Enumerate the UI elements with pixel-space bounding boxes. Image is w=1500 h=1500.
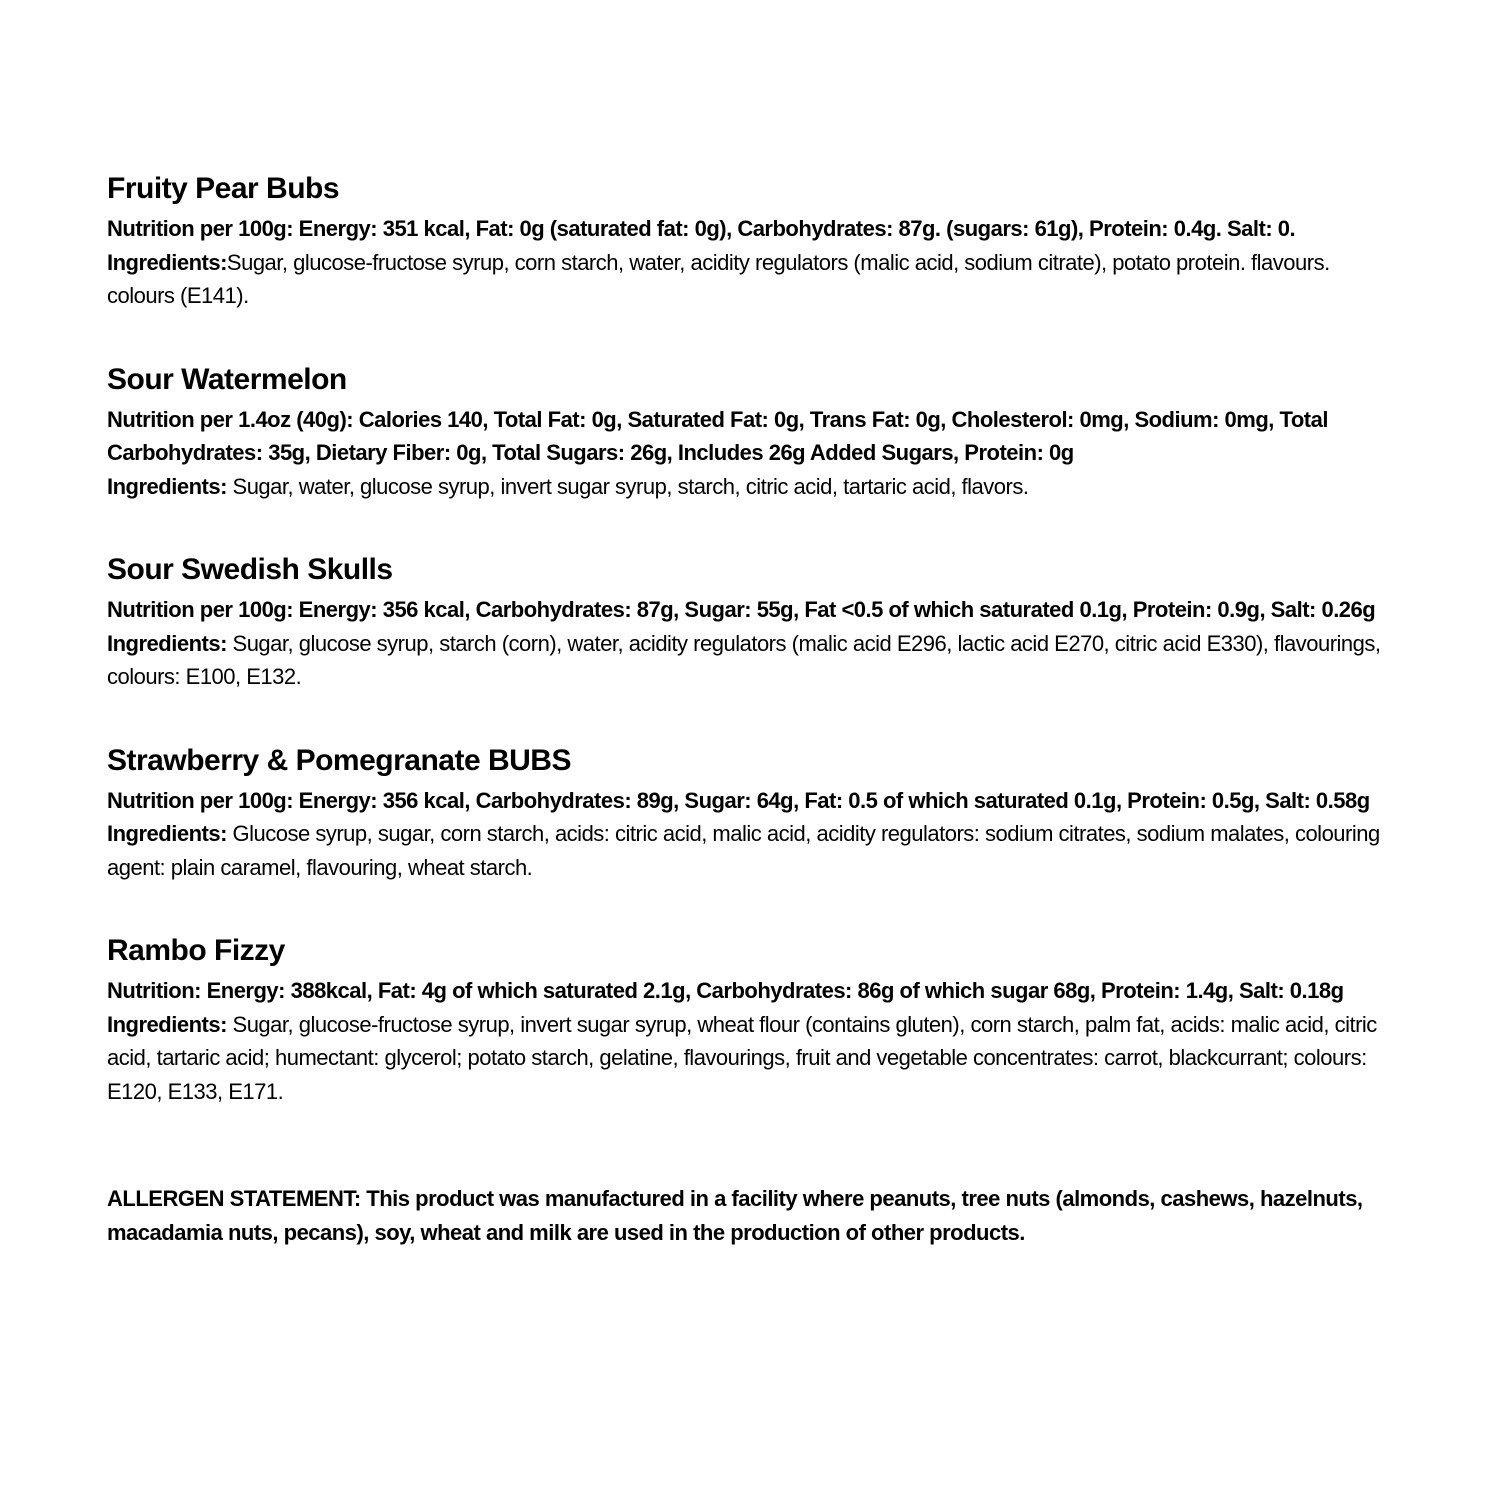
nutrition-info: Nutrition per 100g: Energy: 356 kcal, Carbohydrates: 89g, Sugar: 64g, Fat: 0.5 of which saturated 0.1g, Protein: 0.5g, Salt: 0.58g [107,787,1370,813]
nutrition-info: Nutrition: Energy: 388kcal, Fat: 4g of which saturated 2.1g, Carbohydrates: 86g of which sugar 68g, Protein: 1.4g, Salt: 0.18g [107,978,1344,1003]
ingredients-info [107,1008,1395,1109]
nutrition-info: Nutrition per 100g: Energy: 351 kcal, Fat: 0g (saturated fat: 0g), Carbohydrates: 87g. (sugars: 61g), Protein: 0.4g. Salt: 0. [107,216,1296,241]
allergen-text: This product was manufactured in a facility where peanuts, tree nuts (almonds, cashews, hazelnuts, macadamia nuts, pecans), soy, wheat and milk are used in the production of other products. [107,1186,1363,1245]
ingredients-info [107,246,1395,313]
product-section-fruity-pear-bubs [107,172,1395,313]
product-section-rambo-fizzy [107,934,1395,1108]
allergen-statement [107,1182,1395,1249]
product-section-sour-watermelon [107,363,1395,504]
ingredients-text: Sugar, glucose-fructose syrup, corn starch, water, acidity regulators (malic acid, sodium citrate), potato protein. flavours. colours (E141). [107,249,1330,308]
ingredients-text: Glucose syrup, sugar, corn starch, acids: citric acid, malic acid, acidity regulators: sodium citrates, sodium malates, colouring agent: plain caramel, flavouring, wheat starch. [107,821,1380,880]
allergen-label: ALLERGEN STATEMENT: [107,1186,361,1211]
product-title: Sour Swedish Skulls [107,553,393,586]
ingredients-info [107,627,1395,694]
ingredients-info [107,817,1395,884]
ingredients-text: Sugar, water, glucose syrup, invert sugar syrup, starch, citric acid, tartaric acid, flavors. [226,473,1029,499]
product-title: Fruity Pear Bubs [107,172,340,205]
ingredients-label: Ingredients: [107,821,227,846]
ingredients-text: Sugar, glucose-fructose syrup, invert sugar syrup, wheat flour (contains gluten), corn starch, palm fat, acids: malic acid, citric acid, tartaric acid; humectant: glycerol; potato starch, gelatine, flavourings, fruit and vegetable concentrates: carrot, blackcurrant; colours: E120, E133, E171. [107,1011,1377,1104]
product-section-strawberry-pomegranate-bubs [107,744,1395,885]
product-title: Rambo Fizzy [107,934,285,967]
ingredients-label: Ingredients: [107,1011,227,1037]
ingredients-label: Ingredients: [107,630,227,656]
ingredients-label: Ingredients: [107,473,227,499]
ingredients-label: Ingredients: [107,249,227,275]
product-title: Strawberry & Pomegranate BUBS [107,743,571,777]
product-title: Sour Watermelon [107,362,347,396]
nutrition-info: Nutrition per 100g: Energy: 356 kcal, Carbohydrates: 87g, Sugar: 55g, Fat <0.5 of which saturated 0.1g, Protein: 0.9g, Salt: 0.26g [107,597,1376,622]
nutrition-info: Nutrition per 1.4oz (40g): Calories 140, Total Fat: 0g, Saturated Fat: 0g, Trans Fat: 0g, Cholesterol: 0mg, Sodium: 0mg, Total Carbohydrates: 35g, Dietary Fiber: 0g, Total Sugars: 26g, Includes 26g Added Sugars, Protein: 0g [107,406,1328,465]
ingredients-text: Sugar, glucose syrup, starch (corn), water, acidity regulators (malic acid E296, lactic acid E270, citric acid E330), flavourings, colours: E100, E132. [107,630,1381,689]
product-section-sour-swedish-skulls [107,553,1395,694]
ingredients-info [107,470,1395,504]
